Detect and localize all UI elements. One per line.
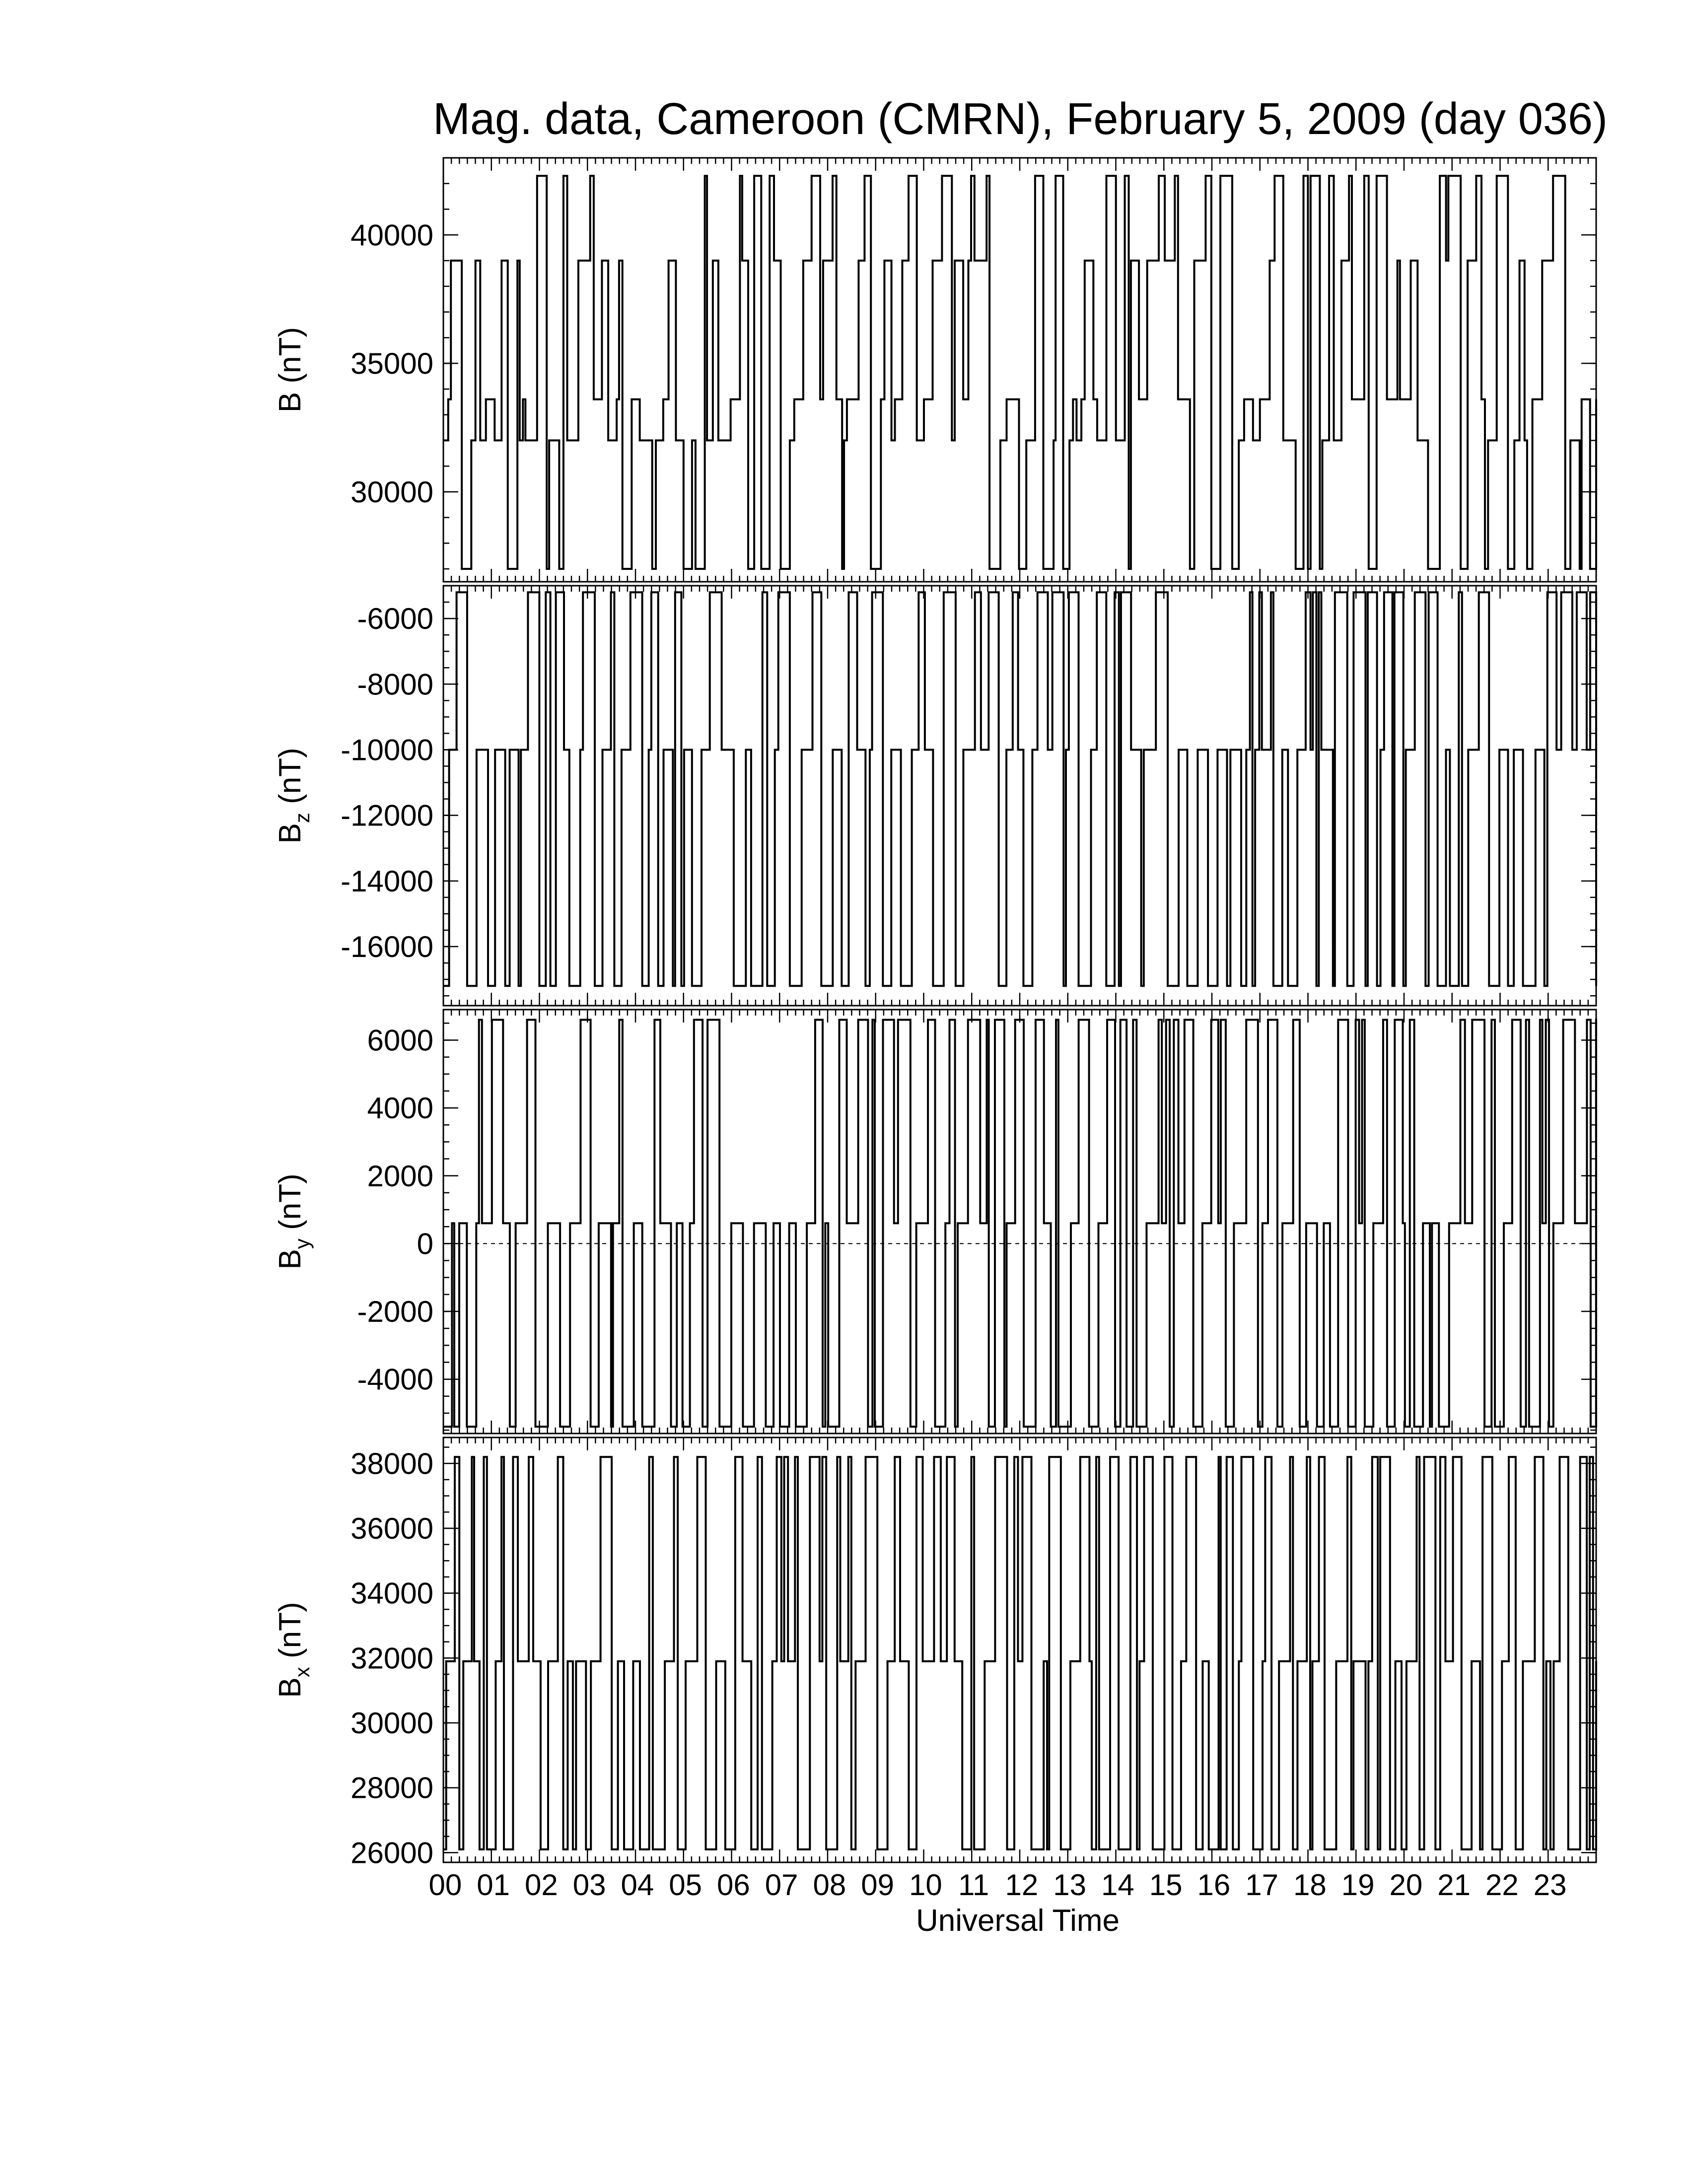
x-axis-label: Universal Time [916,1904,1120,1938]
y-tick-label: 28000 [351,1771,433,1805]
x-tick-label: 00 [428,1868,462,1902]
x-tick-label: 20 [1389,1868,1423,1902]
panel-B [273,158,1596,582]
y-tick-label: 4000 [367,1092,433,1125]
panel-By [273,1010,1596,1433]
x-tick-labels [428,1868,1566,1902]
x-tick-label: 13 [1053,1868,1086,1902]
x-tick-label: 01 [477,1868,510,1902]
y-tick-label: -16000 [341,930,433,964]
x-tick-label: 22 [1485,1868,1519,1902]
y-axis-label: $B_x$ (nT) [273,1602,314,1698]
x-tick-label: 09 [861,1868,894,1902]
y-tick-label: 35000 [351,347,433,381]
series-Bx [443,1457,1596,1849]
y-tick-label: -10000 [341,733,433,767]
y-tick-label: 30000 [351,1706,433,1740]
y-tick-label: 32000 [351,1641,433,1675]
y-tick-label: 6000 [367,1024,433,1057]
y-tick-label: -14000 [341,864,433,898]
x-tick-label: 04 [621,1868,654,1902]
x-tick-label: 02 [524,1868,558,1902]
y-tick-label: -4000 [357,1363,433,1396]
x-tick-label: 03 [572,1868,606,1902]
x-tick-label: 08 [813,1868,846,1902]
y-tick-label: 40000 [351,218,433,252]
panel-Bz [273,586,1596,1006]
y-tick-label: -6000 [357,602,433,636]
y-axis-label: $B_y$ (nT) [273,1173,314,1270]
y-tick-label: 30000 [351,475,433,509]
series-B [443,176,1596,569]
y-tick-label: -8000 [357,668,433,701]
y-tick-label: 0 [417,1227,433,1261]
y-axis-label: B (nT) [273,327,307,413]
series-Bz [443,592,1596,986]
chart-title: Mag. data, Cameroon (CMRN), February 5, 2009 (day 036) [432,94,1608,144]
y-tick-label: 26000 [351,1836,433,1870]
x-tick-label: 07 [765,1868,798,1902]
x-tick-label: 15 [1149,1868,1183,1902]
y-tick-label: 38000 [351,1447,433,1481]
x-tick-label: 23 [1533,1868,1567,1902]
panel-Bx [273,1437,1596,1869]
y-tick-label: -12000 [341,799,433,832]
x-tick-label: 06 [716,1868,750,1902]
panels [273,158,1596,1869]
y-tick-label: 2000 [367,1159,433,1193]
x-tick-label: 21 [1437,1868,1471,1902]
x-tick-label: 11 [958,1868,989,1902]
y-axis-label: $B_z$ (nT) [273,748,314,844]
x-tick-label: 12 [1005,1868,1039,1902]
x-tick-label: 10 [909,1868,942,1902]
series-By [443,1020,1596,1427]
panel-frame [443,586,1596,1006]
x-tick-label: 18 [1293,1868,1327,1902]
y-tick-label: 36000 [351,1511,433,1545]
x-tick-label: 14 [1101,1868,1134,1902]
x-tick-label: 05 [669,1868,702,1902]
y-tick-label: -2000 [357,1295,433,1329]
y-tick-label: 34000 [351,1576,433,1610]
x-tick-label: 19 [1341,1868,1375,1902]
x-tick-label: 16 [1197,1868,1231,1902]
x-tick-label: 17 [1245,1868,1278,1902]
